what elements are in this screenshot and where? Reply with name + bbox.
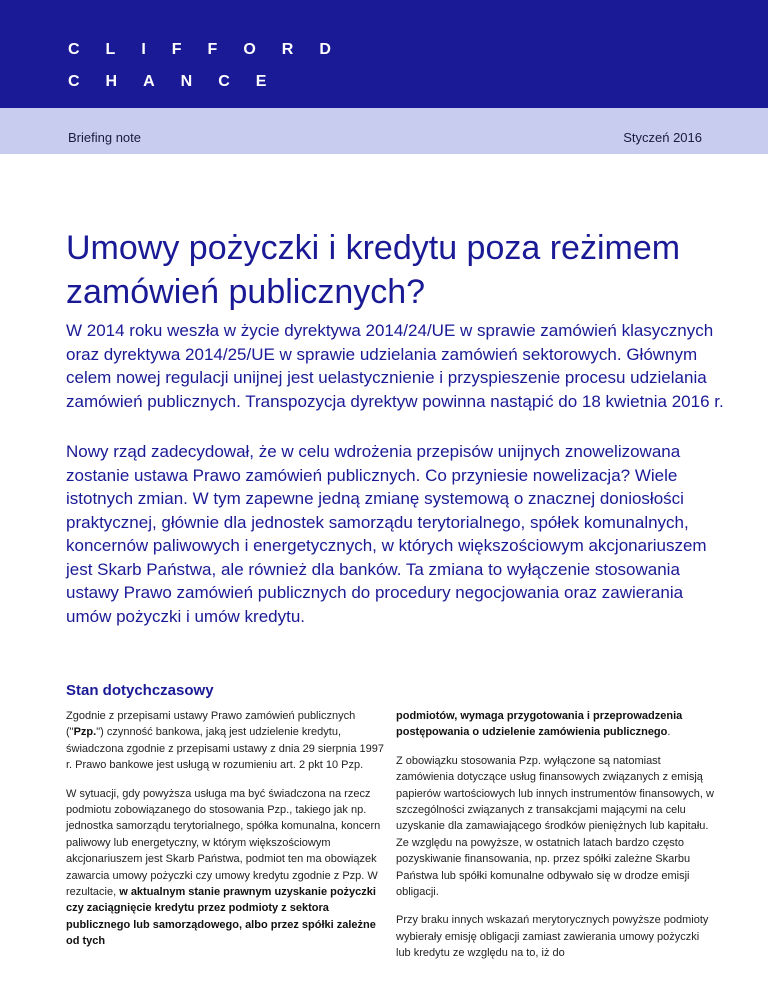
page-title: Umowy pożyczki i kredytu poza reżimem zamówień publicznych? [66, 229, 681, 311]
text-run: ") czynność bankowa, jaką jest udzielenie kredytu, świadczona zgodnie z przepisami ustawy z dnia 29 sierpnia 1997 r. Prawo bankowe jest usługą w rozumieniu art. 2 pkt 10 Pzp. [66, 726, 384, 772]
lead-paragraph-1: W 2014 roku weszła w życie dyrektywa 2014/24/UE w sprawie zamówień klasycznych oraz dyrektywa 2014/25/UE w sprawie udzielania zamówień sektorowych. Głównym celem nowej regulacji unijnej jest uelastycznienie i przyspieszenie procesu udzielania zamówień publicznych. Transpozycja dyrektyw powinna nastąpić do 18 kwietnia 2016 r. [66, 321, 724, 411]
left-column [66, 708, 384, 962]
bold-run: podmiotów, wymaga przygotowania i przeprowadzenia postępowania o udzielenie zamówienia publicznego [396, 710, 683, 739]
bold-run: w aktualnym stanie prawnym uzyskanie pożyczki czy zaciągnięcie kredytu przez podmioty z sektora publicznego lub samorządowego, albo przez spółki zależne od tych [66, 886, 376, 948]
right-paragraph-1 [396, 708, 714, 741]
left-paragraph-2 [66, 786, 384, 950]
section-heading: Stan dotychczasowy [66, 682, 214, 699]
document-date: Styczeń 2016 [623, 130, 702, 145]
text-run: W sytuacji, gdy powyższa usługa ma być świadczona na rzecz podmiotu zobowiązanego do stosowania Pzp., takiego jak np. jednostka samorządu terytorialnego, spółka komunalna, koncern paliwowy lub energetyczny, w którym większościowym akcjonariuszem jest Skarb Państwa, podmiot ten ma obowiązek zawarcia umowy pożyczki czy umowy kredytu zgodnie z Pzp. W rezultacie, [66, 787, 381, 899]
logo-line-1: CLIFFORD [68, 41, 357, 58]
text-run: Zgodnie z przepisami ustawy Prawo zamówień publicznych (" [66, 710, 356, 739]
logo-line-2: CHANCE [68, 73, 293, 90]
clifford-chance-logo [68, 34, 357, 98]
lead-paragraph-2: Nowy rząd zadecydował, że w celu wdrożenia przepisów unijnych znowelizowana zostanie ustawa Prawo zamówień publicznych. Co przyniesie nowelizacja? Wiele istotnych zmian. W tym zapewne jedną zmianę systemową o znacznej doniosłości praktycznej, głównie dla jednostek samorządu terytorialnego, spółek komunalnych, koncernów paliwowych i energetycznych, w których większościowym akcjonariuszem jest Skarb Państwa, ale również dla banków. Ta zmiana to wyłączenie stosowania ustawy Prawo zamówień publicznych do procedury negocjowania oraz zawierania umów pożyczki i umów kredytu. [66, 442, 707, 626]
header-banner [0, 0, 768, 108]
left-paragraph-1 [66, 708, 384, 774]
text-run: . [667, 726, 671, 739]
right-column [396, 708, 714, 974]
document-type: Briefing note [68, 130, 141, 145]
bold-term: Pzp. [73, 726, 97, 739]
right-paragraph-3: Przy braku innych wskazań merytorycznych powyższe podmioty wybierały emisję obligacji zamiast zawierania umowy pożyczki lub kredytu ze względu na to, iż do [396, 914, 709, 960]
right-paragraph-2: Z obowiązku stosowania Pzp. wyłączone są natomiast zamówienia dotyczące usług finansowych związanych z emisją papierów wartościowych lub innych instrumentów finansowych, w szczególności związanych z transakcjami mającymi na celu uzyskanie dla zamawiającego środków pieniężnych lub kapitału. Ze względu na powyższe, w ostatnich latach bardzo często pozyskiwanie finansowania, np. przez spółki zależne Skarbu Państwa lub spółki komunalne odbywało się w drodze emisji obligacji. [396, 754, 714, 899]
